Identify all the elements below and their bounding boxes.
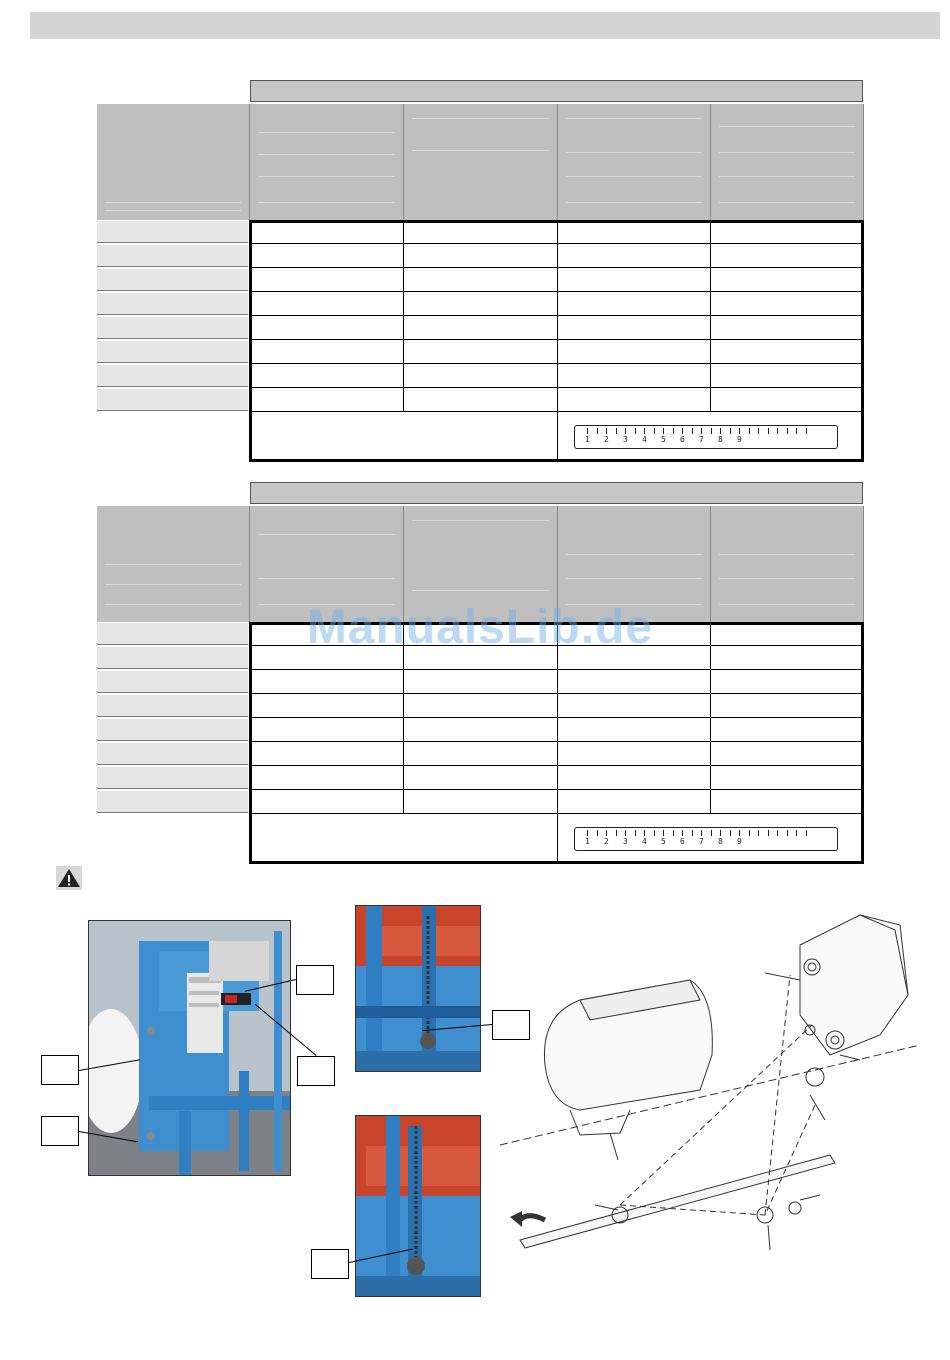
scale-tick (739, 830, 740, 836)
table-cell (558, 364, 711, 388)
scale-mark: 3 (623, 837, 628, 846)
scale-tick (777, 830, 778, 836)
table-cell (558, 694, 711, 718)
scale-tick (787, 428, 788, 434)
scale-mark: 9 (737, 837, 742, 846)
scale-tick (663, 830, 664, 836)
table-header-span (250, 482, 863, 504)
scale-tick (606, 428, 607, 434)
table-cell (558, 718, 711, 742)
scale-tick (673, 428, 674, 434)
table-cell (711, 244, 864, 268)
scale-tick (711, 830, 712, 836)
drive-assembly-drawing (500, 905, 930, 1275)
column-header-1 (250, 104, 404, 220)
settings-table-2 (97, 482, 865, 866)
table-cell (711, 340, 864, 364)
scale-tick (796, 428, 797, 434)
table-cell (250, 670, 404, 694)
scale-mark: 1 (585, 435, 590, 444)
callout-box (297, 1056, 335, 1086)
table-cell (404, 766, 558, 790)
scale-tick (758, 830, 759, 836)
table-cell (558, 244, 711, 268)
table-cell (711, 622, 864, 646)
section-header-bar (30, 12, 940, 39)
scale-tick (597, 428, 598, 434)
table-cell (711, 364, 864, 388)
scale-tick (625, 830, 626, 836)
scale-tick (711, 428, 712, 434)
table-row-label (97, 695, 248, 717)
scale-mark: 4 (642, 435, 647, 444)
scale-tick (635, 830, 636, 836)
table-row-label (97, 317, 248, 339)
table-row-label (97, 647, 248, 669)
table-cell (558, 742, 711, 766)
scale-mark: 2 (604, 837, 609, 846)
scale-tick (777, 428, 778, 434)
scale-tick (587, 830, 588, 836)
table-cell (250, 388, 404, 412)
table-cell (250, 220, 404, 244)
table-cell (250, 292, 404, 316)
table-cell (558, 316, 711, 340)
scale-tick (625, 428, 626, 434)
scale-tick (720, 428, 721, 434)
table-cell (711, 292, 864, 316)
table-cell (404, 694, 558, 718)
scale-tick (749, 428, 750, 434)
scale-tick (758, 428, 759, 434)
scale-tick (597, 830, 598, 836)
scale-mark: 2 (604, 435, 609, 444)
table-cell (404, 316, 558, 340)
table-cell (404, 364, 558, 388)
table-cell (404, 742, 558, 766)
column-header-4 (711, 104, 864, 220)
row-label-header (97, 104, 250, 220)
callout-box (296, 965, 334, 995)
table-row-label (97, 365, 248, 387)
scale-mark: 7 (699, 837, 704, 846)
table-footer-note (250, 814, 558, 863)
table-cell (250, 316, 404, 340)
table-cell (558, 790, 711, 814)
table-cell (404, 268, 558, 292)
scale-tick (749, 830, 750, 836)
scale-tick (806, 428, 807, 434)
callout-box (41, 1116, 79, 1146)
table-cell (250, 268, 404, 292)
table-cell (404, 718, 558, 742)
scale-mark: 8 (718, 435, 723, 444)
scale-tick (730, 428, 731, 434)
column-header-4 (711, 506, 864, 622)
scale-mark: 6 (680, 435, 685, 444)
rotation-arrow-icon (510, 1211, 545, 1227)
table-row-label (97, 245, 248, 267)
scale-mark: 5 (661, 435, 666, 444)
table-cell (404, 340, 558, 364)
table-cell (250, 742, 404, 766)
table-cell (711, 220, 864, 244)
table-cell (250, 718, 404, 742)
scale-tick (654, 830, 655, 836)
scale-mark: 6 (680, 837, 685, 846)
table-cell (711, 694, 864, 718)
scale-mark: 5 (661, 837, 666, 846)
table-cell (404, 292, 558, 316)
table-cell (250, 340, 404, 364)
table-cell (711, 268, 864, 292)
scale-tick (606, 830, 607, 836)
scale-tick (682, 830, 683, 836)
table-row-label (97, 671, 248, 693)
settings-table-1 (97, 80, 865, 464)
scale-tick (768, 428, 769, 434)
scale-tick (663, 428, 664, 434)
chain-drive-photo-upper (355, 905, 481, 1072)
table-row-label (97, 767, 248, 789)
callout-box (311, 1249, 349, 1279)
scale-tick (806, 830, 807, 836)
table-cell (250, 790, 404, 814)
scale-mark: 4 (642, 837, 647, 846)
warning-triangle-icon (56, 866, 82, 890)
table-cell (250, 244, 404, 268)
scale-tick (682, 428, 683, 434)
scale-mark: 8 (718, 837, 723, 846)
table-cell (558, 766, 711, 790)
table-cell (404, 670, 558, 694)
scale-tick (701, 428, 702, 434)
table-cell (711, 766, 864, 790)
table-cell (404, 244, 558, 268)
table-cell (250, 694, 404, 718)
row-label-header (97, 506, 250, 622)
scale-tick (768, 830, 769, 836)
table-cell (250, 766, 404, 790)
table-cell (711, 316, 864, 340)
column-header-3 (558, 104, 711, 220)
table-row-label (97, 341, 248, 363)
callout-box (41, 1055, 79, 1085)
table-cell (250, 364, 404, 388)
scale-tick (616, 830, 617, 836)
scale-mark: 9 (737, 435, 742, 444)
table-cell (558, 670, 711, 694)
scale-tick (644, 428, 645, 434)
scale-tick (644, 830, 645, 836)
watermark-text: ManualsLib.de (306, 601, 654, 654)
table-cell (711, 742, 864, 766)
table-cell (404, 790, 558, 814)
scale-mark: 1 (585, 837, 590, 846)
scale-tick (673, 830, 674, 836)
table-cell (558, 292, 711, 316)
scale-mark: 3 (623, 435, 628, 444)
scale-tick (787, 830, 788, 836)
scale-tick (720, 830, 721, 836)
table-cell (558, 268, 711, 292)
dosing-scale-graphic (574, 425, 838, 449)
table-row-label (97, 623, 248, 645)
scale-tick (796, 830, 797, 836)
table-cell (404, 220, 558, 244)
table-row-label (97, 269, 248, 291)
scale-tick (730, 830, 731, 836)
table-row-label (97, 389, 248, 411)
scale-tick (739, 428, 740, 434)
table-cell (404, 388, 558, 412)
table-header-span (250, 80, 863, 102)
table-row-label (97, 743, 248, 765)
table-cell (711, 388, 864, 412)
table-cell (711, 718, 864, 742)
scale-tick (654, 428, 655, 434)
table-cell (711, 670, 864, 694)
scale-tick (587, 428, 588, 434)
scale-tick (635, 428, 636, 434)
table-row-label (97, 221, 248, 243)
table-cell (558, 340, 711, 364)
scale-tick (692, 428, 693, 434)
scale-mark: 7 (699, 435, 704, 444)
scale-tick (616, 428, 617, 434)
column-header-2 (404, 104, 558, 220)
table-row-label (97, 293, 248, 315)
scale-tick (692, 830, 693, 836)
scale-tick (701, 830, 702, 836)
table-cell (711, 646, 864, 670)
chain-drive-photo-lower (355, 1115, 481, 1297)
table-row-label (97, 719, 248, 741)
table-footer-note (250, 412, 558, 461)
table-row-label (97, 791, 248, 813)
table-cell (558, 220, 711, 244)
dosing-scale-graphic (574, 827, 838, 851)
table-cell (711, 790, 864, 814)
table-cell (558, 388, 711, 412)
